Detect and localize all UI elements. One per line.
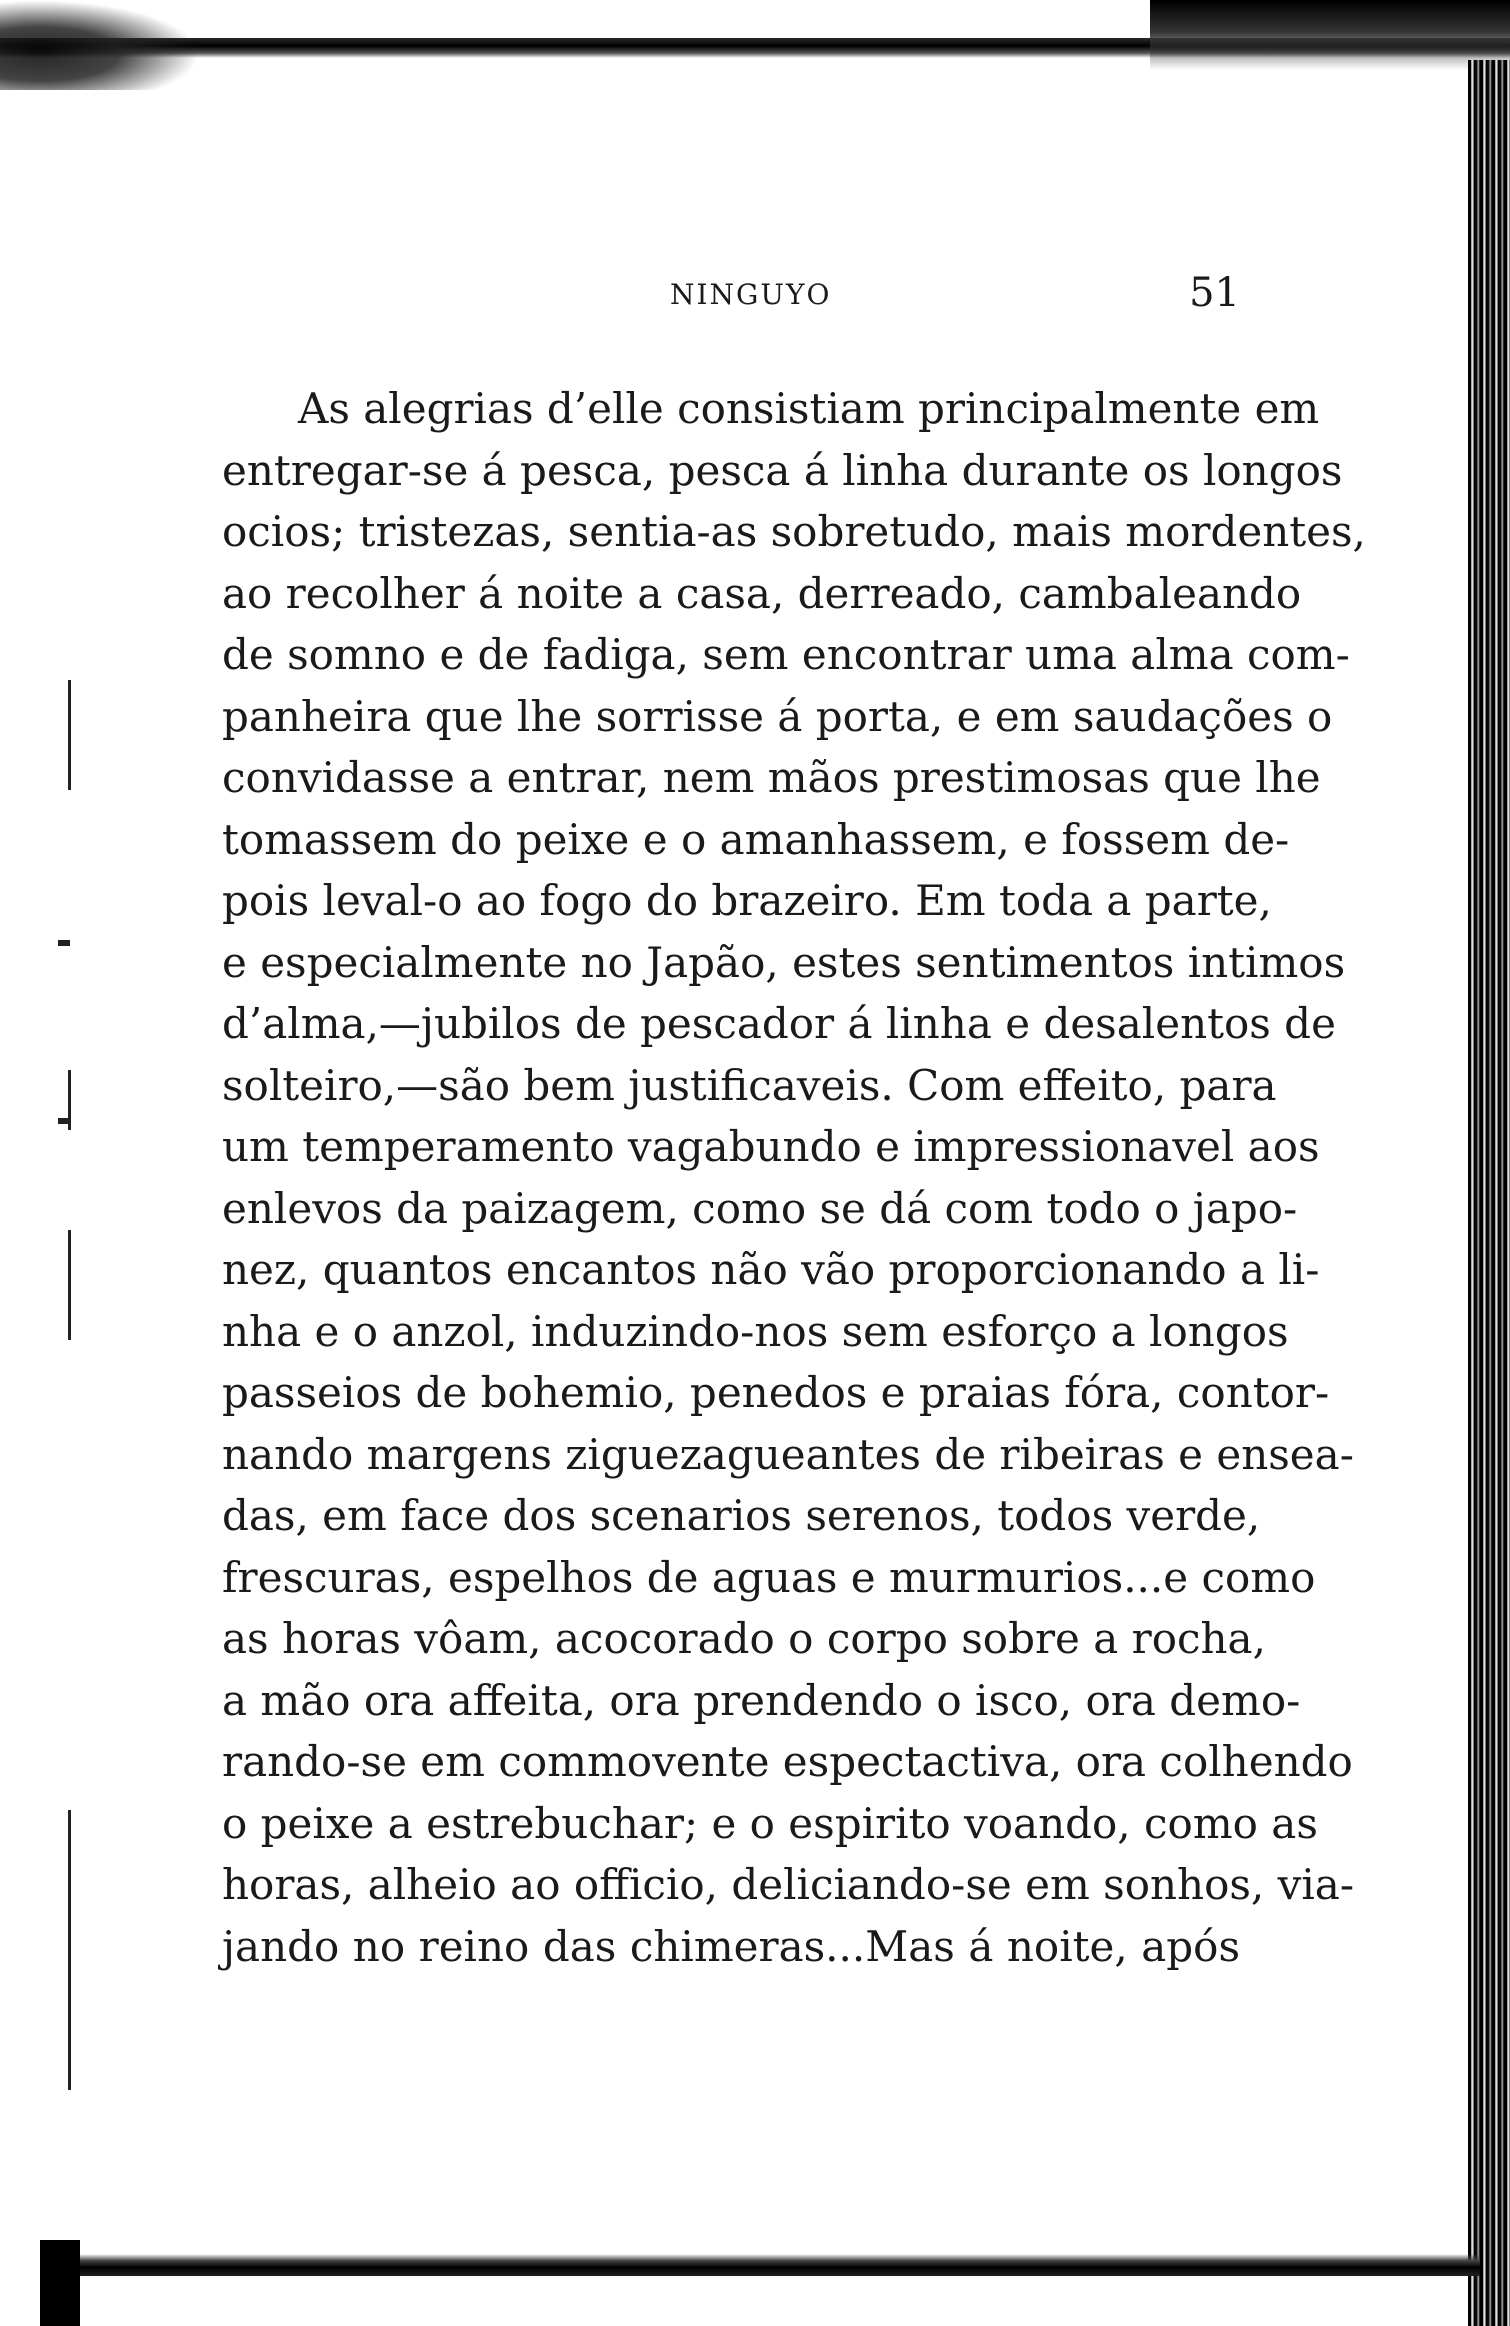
text-line: tomassem do peixe e o amanhassem, e fossem de- xyxy=(222,814,1290,864)
text-line: ao recolher á noite a casa, derreado, cambaleando xyxy=(222,568,1302,618)
text-line: d’alma,—jubilos de pescador á linha e desalentos de xyxy=(222,999,1336,1048)
text-line: de somno e de fadiga, sem encontrar uma alma com- xyxy=(222,630,1350,679)
margin-tick xyxy=(58,1118,70,1124)
scan-edge-top-right xyxy=(1150,0,1510,70)
margin-mark xyxy=(68,680,71,790)
text-line: nando margens ziguezagueantes de ribeiras e ensea- xyxy=(222,1429,1354,1479)
body-text xyxy=(222,378,1366,1977)
text-line: as horas vôam, acocorado o corpo sobre a rocha, xyxy=(222,1614,1266,1663)
page-header xyxy=(220,270,1240,328)
running-head: NINGUYO xyxy=(670,278,832,311)
scan-smudge-top-left xyxy=(0,0,200,90)
page-number: 51 xyxy=(1189,270,1240,316)
text-line: frescuras, espelhos de aguas e murmurios...e como xyxy=(222,1552,1316,1602)
text-line: jando no reino das chimeras...Mas á noite, após xyxy=(222,1921,1240,1971)
text-line: rando-se em commovente espectactiva, ora colhendo xyxy=(222,1737,1353,1786)
text-line: o peixe a estrebuchar; e o espirito voando, como as xyxy=(222,1798,1318,1848)
margin-tick xyxy=(58,940,70,946)
text-line: um temperamento vagabundo e impressionavel aos xyxy=(222,1122,1320,1171)
scan-edge-bottom xyxy=(40,2254,1480,2276)
text-line: nez, quantos encantos não vão proporcionando a li- xyxy=(222,1245,1320,1294)
text-line: a mão ora affeita, ora prendendo o isco, ora demo- xyxy=(222,1675,1301,1725)
text-line: solteiro,—são bem justificaveis. Com effeito, para xyxy=(222,1060,1277,1110)
scan-edge-right xyxy=(1468,60,1510,2326)
text-line: nha e o anzol, induzindo-nos sem esforço a longos xyxy=(222,1306,1289,1356)
margin-mark xyxy=(68,1230,71,1340)
text-line: convidasse a entrar, nem mãos prestimosas que lhe xyxy=(222,753,1321,802)
text-line: enlevos da paizagem, como se dá com todo o japo- xyxy=(222,1183,1298,1233)
text-line: ocios; tristezas, sentia-as sobretudo, mais mordentes, xyxy=(222,507,1366,556)
text-line: das, em face dos scenarios serenos, todos verde, xyxy=(222,1491,1261,1540)
text-line: e especialmente no Japão, estes sentimentos intimos xyxy=(222,937,1346,987)
scan-corner-bottom-left xyxy=(40,2240,80,2326)
text-line: horas, alheio ao officio, deliciando-se em sonhos, via- xyxy=(222,1860,1355,1909)
text-line: As alegrias d’elle consistiam principalmente em xyxy=(298,384,1320,433)
text-line: passeios de bohemio, penedos e praias fóra, contor- xyxy=(222,1368,1330,1417)
text-line: entregar-se á pesca, pesca á linha durante os longos xyxy=(222,445,1343,495)
margin-mark xyxy=(68,1810,71,2090)
text-line: panheira que lhe sorrisse á porta, e em saudações o xyxy=(222,691,1333,741)
text-line: pois leval-o ao fogo do brazeiro. Em toda a parte, xyxy=(222,876,1272,925)
